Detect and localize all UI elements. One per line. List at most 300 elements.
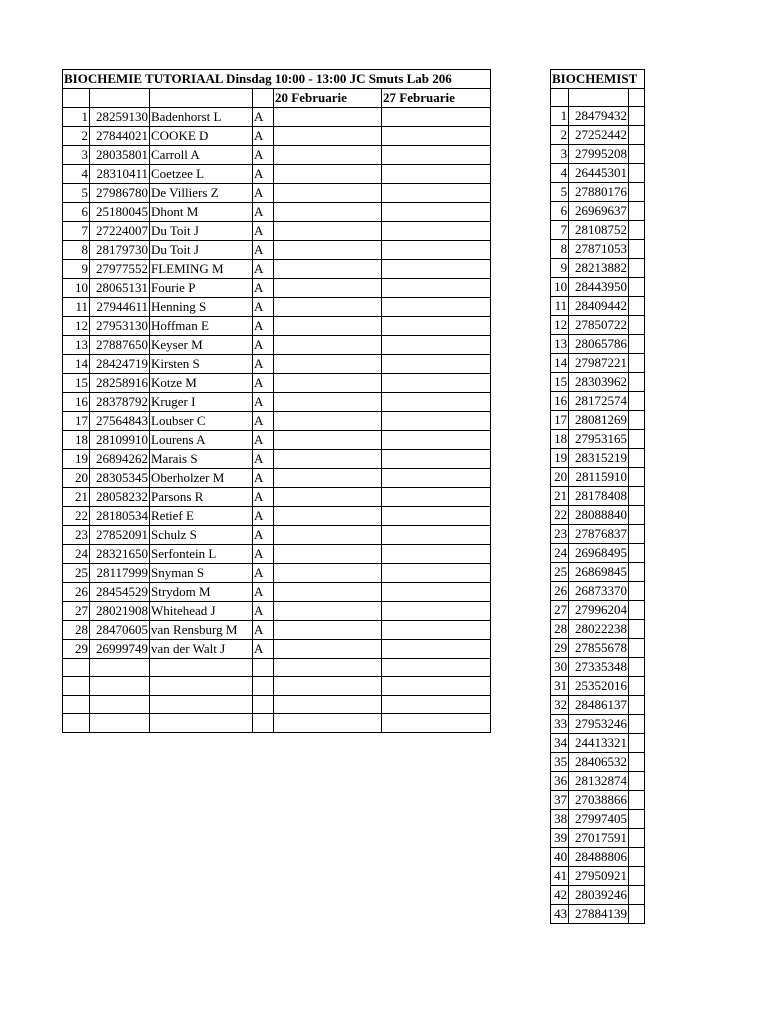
student-name (629, 867, 645, 886)
row-number: 4 (63, 165, 90, 184)
student-name: Strydom M (150, 583, 253, 602)
student-name (629, 221, 645, 240)
empty-cell (253, 695, 274, 713)
attendance-cell (274, 602, 382, 621)
empty-cell (150, 677, 253, 695)
student-name (629, 544, 645, 563)
student-name: Retief E (150, 507, 253, 526)
student-name: Lourens A (150, 431, 253, 450)
student-name (629, 810, 645, 829)
attendance-cell (382, 374, 491, 393)
student-name (629, 126, 645, 145)
row-number: 27 (551, 601, 569, 620)
row-number: 21 (551, 487, 569, 506)
student-number: 28409442 (569, 297, 629, 316)
group-code: A (253, 526, 274, 545)
attendance-cell (274, 621, 382, 640)
header-row (551, 89, 645, 107)
table-row (551, 867, 645, 886)
student-number: 27997405 (569, 810, 629, 829)
attendance-cell (382, 564, 491, 583)
student-number: 26999749 (90, 640, 150, 659)
header-row (63, 89, 491, 108)
attendance-sheet-group-a (62, 69, 491, 733)
student-number: 27887650 (90, 336, 150, 355)
student-name: Oberholzer M (150, 469, 253, 488)
table-row (63, 298, 491, 317)
table-row (551, 145, 645, 164)
student-number: 28406532 (569, 753, 629, 772)
row-number: 11 (551, 297, 569, 316)
group-code: A (253, 355, 274, 374)
table-row (551, 582, 645, 601)
table-row (551, 772, 645, 791)
attendance-sheet-partial (550, 69, 645, 949)
attendance-cell (382, 545, 491, 564)
student-number: 27996204 (569, 601, 629, 620)
group-code: A (253, 108, 274, 127)
student-name: Carroll A (150, 146, 253, 165)
student-number: 28213882 (569, 259, 629, 278)
student-name: van der Walt J (150, 640, 253, 659)
table-row (63, 393, 491, 412)
table-row (551, 354, 645, 373)
attendance-cell (274, 640, 382, 659)
table-row (63, 602, 491, 621)
student-name (629, 829, 645, 848)
row-number: 7 (63, 222, 90, 241)
attendance-cell (382, 108, 491, 127)
student-name (629, 449, 645, 468)
student-number: 28258916 (90, 374, 150, 393)
attendance-cell (274, 412, 382, 431)
row-number: 12 (551, 316, 569, 335)
attendance-cell (382, 146, 491, 165)
student-number: 28088840 (569, 506, 629, 525)
table-row (551, 506, 645, 525)
student-name (629, 658, 645, 677)
row-number: 27 (63, 602, 90, 621)
attendance-cell (382, 412, 491, 431)
student-name: Parsons R (150, 488, 253, 507)
empty-row (63, 659, 491, 677)
row-number: 28 (551, 620, 569, 639)
table-row (551, 316, 645, 335)
student-number: 28424719 (90, 355, 150, 374)
student-number: 26968495 (569, 544, 629, 563)
student-name (629, 886, 645, 905)
student-name: Hoffman E (150, 317, 253, 336)
student-name (629, 373, 645, 392)
student-name (629, 620, 645, 639)
group-code: A (253, 393, 274, 412)
student-name (629, 240, 645, 259)
empty-cell (150, 714, 253, 732)
student-number: 28109910 (90, 431, 150, 450)
empty-cell (90, 659, 150, 677)
attendance-cell (274, 488, 382, 507)
attendance-cell (274, 146, 382, 165)
empty-cell (253, 659, 274, 677)
empty-cell (63, 677, 90, 695)
row-number: 15 (551, 373, 569, 392)
student-name (629, 259, 645, 278)
attendance-cell (274, 431, 382, 450)
sheet-title-partial: BIOCHEMIST (551, 70, 645, 89)
row-number: 1 (63, 108, 90, 127)
row-number: 41 (551, 867, 569, 886)
table-row (551, 126, 645, 145)
student-name (629, 639, 645, 658)
row-number: 16 (551, 392, 569, 411)
row-number: 29 (63, 640, 90, 659)
row-number: 20 (63, 469, 90, 488)
student-number: 28081269 (569, 411, 629, 430)
table-row (63, 165, 491, 184)
student-number: 28065786 (569, 335, 629, 354)
student-number: 26894262 (90, 450, 150, 469)
table-row (551, 297, 645, 316)
row-number: 1 (551, 107, 569, 126)
attendance-cell (382, 279, 491, 298)
student-name (629, 525, 645, 544)
attendance-cell (274, 127, 382, 146)
student-number: 27950921 (569, 867, 629, 886)
row-number: 13 (63, 336, 90, 355)
student-number: 28115910 (569, 468, 629, 487)
attendance-cell (274, 507, 382, 526)
table-row (63, 279, 491, 298)
student-number: 28058232 (90, 488, 150, 507)
student-name: Fourie P (150, 279, 253, 298)
empty-cell (63, 659, 90, 677)
student-name: van Rensburg M (150, 621, 253, 640)
student-number: 28065131 (90, 279, 150, 298)
row-number: 28 (63, 621, 90, 640)
student-number: 27855678 (569, 639, 629, 658)
student-name: Marais S (150, 450, 253, 469)
table-row (551, 753, 645, 772)
student-name (629, 563, 645, 582)
attendance-cell (382, 431, 491, 450)
student-number: 26873370 (569, 582, 629, 601)
table-row (63, 222, 491, 241)
row-number: 5 (551, 183, 569, 202)
attendance-cell (274, 374, 382, 393)
row-number: 10 (63, 279, 90, 298)
table-row (63, 488, 491, 507)
attendance-cell (382, 450, 491, 469)
attendance-cell (382, 507, 491, 526)
table-row (551, 449, 645, 468)
table-row (551, 221, 645, 240)
student-name (629, 734, 645, 753)
student-number: 28378792 (90, 393, 150, 412)
student-name (629, 468, 645, 487)
student-number: 27850722 (569, 316, 629, 335)
table-row (551, 259, 645, 278)
empty-cell (253, 677, 274, 695)
student-name: Loubser C (150, 412, 253, 431)
row-number: 14 (551, 354, 569, 373)
attendance-cell (274, 393, 382, 412)
row-number: 17 (551, 411, 569, 430)
row-number: 32 (551, 696, 569, 715)
empty-cell (63, 695, 90, 713)
student-number: 26445301 (569, 164, 629, 183)
attendance-cell (382, 393, 491, 412)
attendance-cell (382, 127, 491, 146)
table-row (63, 108, 491, 127)
student-name: Keyser M (150, 336, 253, 355)
table-row (551, 696, 645, 715)
attendance-cell (274, 108, 382, 127)
date-header-2: 27 Februarie (382, 89, 491, 108)
group-code: A (253, 488, 274, 507)
attendance-cell (382, 317, 491, 336)
student-number: 28470605 (90, 621, 150, 640)
row-number: 10 (551, 278, 569, 297)
table-row (551, 183, 645, 202)
row-number: 6 (551, 202, 569, 221)
attendance-cell (382, 184, 491, 203)
empty-cell (274, 695, 382, 713)
student-name: Badenhorst L (150, 108, 253, 127)
row-number: 18 (551, 430, 569, 449)
row-number: 17 (63, 412, 90, 431)
student-number: 27953165 (569, 430, 629, 449)
row-number: 19 (551, 449, 569, 468)
group-code: A (253, 412, 274, 431)
table-row (551, 411, 645, 430)
student-name: Schulz S (150, 526, 253, 545)
group-code: A (253, 260, 274, 279)
student-name (629, 145, 645, 164)
row-number: 19 (63, 450, 90, 469)
row-number: 13 (551, 335, 569, 354)
student-name (629, 487, 645, 506)
student-number: 27017591 (569, 829, 629, 848)
row-number: 36 (551, 772, 569, 791)
attendance-cell (382, 469, 491, 488)
student-name: Serfontein L (150, 545, 253, 564)
student-number: 28117999 (90, 564, 150, 583)
row-number: 26 (551, 582, 569, 601)
student-number: 25180045 (90, 203, 150, 222)
student-number: 28180534 (90, 507, 150, 526)
table-row (63, 621, 491, 640)
row-number: 39 (551, 829, 569, 848)
student-name: Whitehead J (150, 602, 253, 621)
table-row (63, 469, 491, 488)
empty-row (63, 714, 491, 732)
attendance-cell (382, 621, 491, 640)
attendance-cell (382, 640, 491, 659)
row-number: 23 (551, 525, 569, 544)
student-number: 28108752 (569, 221, 629, 240)
group-code: A (253, 431, 274, 450)
row-number: 18 (63, 431, 90, 450)
sheet-title: BIOCHEMIE TUTORIAAL Dinsdag 10:00 - 13:00 JC Smuts Lab 206 (63, 70, 491, 89)
table-row (551, 164, 645, 183)
row-number: 23 (63, 526, 90, 545)
student-number: 28039246 (569, 886, 629, 905)
empty-row (63, 695, 491, 713)
student-number: 28321650 (90, 545, 150, 564)
row-number: 6 (63, 203, 90, 222)
table-row (551, 544, 645, 563)
student-number: 26969637 (569, 202, 629, 221)
group-code: A (253, 469, 274, 488)
table-row (551, 677, 645, 696)
student-number: 27884139 (569, 905, 629, 924)
attendance-cell (274, 450, 382, 469)
student-name (629, 297, 645, 316)
student-number: 26869845 (569, 563, 629, 582)
table-row (551, 734, 645, 753)
row-number: 37 (551, 791, 569, 810)
row-number: 25 (63, 564, 90, 583)
row-number: 30 (551, 658, 569, 677)
table-row (63, 545, 491, 564)
row-number: 2 (63, 127, 90, 146)
table-row (63, 412, 491, 431)
student-number: 28132874 (569, 772, 629, 791)
student-number: 27038866 (569, 791, 629, 810)
student-name: Kotze M (150, 374, 253, 393)
empty-cell (90, 695, 150, 713)
row-number: 35 (551, 753, 569, 772)
attendance-cell (382, 222, 491, 241)
empty-cell (150, 695, 253, 713)
row-number: 8 (63, 241, 90, 260)
row-number: 24 (551, 544, 569, 563)
row-number: 3 (63, 146, 90, 165)
table-row (551, 430, 645, 449)
table-row (551, 620, 645, 639)
student-name (629, 848, 645, 867)
student-name (629, 506, 645, 525)
student-name (629, 164, 645, 183)
student-name (629, 278, 645, 297)
student-number: 27880176 (569, 183, 629, 202)
row-number: 5 (63, 184, 90, 203)
attendance-cell (274, 279, 382, 298)
group-code: A (253, 241, 274, 260)
student-number: 27335348 (569, 658, 629, 677)
student-number: 27564843 (90, 412, 150, 431)
table-row (63, 507, 491, 526)
row-number: 12 (63, 317, 90, 336)
row-number: 31 (551, 677, 569, 696)
table-row (63, 450, 491, 469)
student-number: 24413321 (569, 734, 629, 753)
student-name: Coetzee L (150, 165, 253, 184)
empty-cell (274, 714, 382, 732)
group-code: A (253, 583, 274, 602)
table-row (63, 146, 491, 165)
row-number: 26 (63, 583, 90, 602)
student-number: 28443950 (569, 278, 629, 297)
student-number: 27987221 (569, 354, 629, 373)
attendance-cell (382, 241, 491, 260)
attendance-cell (274, 298, 382, 317)
student-name (629, 107, 645, 126)
empty-cell (90, 714, 150, 732)
row-number: 22 (63, 507, 90, 526)
student-name (629, 411, 645, 430)
row-number: 16 (63, 393, 90, 412)
table-row (551, 278, 645, 297)
student-name (629, 601, 645, 620)
student-number: 27944611 (90, 298, 150, 317)
table-row (551, 848, 645, 867)
student-name (629, 772, 645, 791)
attendance-cell (382, 355, 491, 374)
student-name: Du Toit J (150, 241, 253, 260)
student-name (629, 905, 645, 924)
group-code: A (253, 317, 274, 336)
table-row (63, 564, 491, 583)
table-row (551, 639, 645, 658)
table-row (63, 336, 491, 355)
group-code: A (253, 165, 274, 184)
attendance-cell (274, 583, 382, 602)
student-name: FLEMING M (150, 260, 253, 279)
empty-cell (382, 695, 491, 713)
row-number: 2 (551, 126, 569, 145)
student-number: 28022238 (569, 620, 629, 639)
attendance-cell (274, 184, 382, 203)
student-number: 28035801 (90, 146, 150, 165)
table-row (551, 601, 645, 620)
student-number: 28021908 (90, 602, 150, 621)
student-name (629, 202, 645, 221)
attendance-cell (382, 298, 491, 317)
student-name (629, 753, 645, 772)
student-number: 27871053 (569, 240, 629, 259)
student-name (629, 354, 645, 373)
table-row (551, 392, 645, 411)
group-code: A (253, 146, 274, 165)
student-name (629, 430, 645, 449)
student-name: De Villiers Z (150, 184, 253, 203)
row-number: 22 (551, 506, 569, 525)
student-number: 27986780 (90, 184, 150, 203)
student-number: 27953130 (90, 317, 150, 336)
table-row (63, 317, 491, 336)
student-name (629, 335, 645, 354)
student-number: 28479432 (569, 107, 629, 126)
group-code: A (253, 621, 274, 640)
group-code: A (253, 602, 274, 621)
group-code: A (253, 336, 274, 355)
table-row (551, 487, 645, 506)
attendance-cell (382, 526, 491, 545)
group-code: A (253, 222, 274, 241)
table-row (551, 240, 645, 259)
date-header-1: 20 Februarie (274, 89, 382, 108)
empty-cell (150, 659, 253, 677)
title-row (63, 70, 491, 89)
empty-cell (274, 659, 382, 677)
table-row (551, 202, 645, 221)
student-number: 28259130 (90, 108, 150, 127)
row-number: 40 (551, 848, 569, 867)
table-row (551, 525, 645, 544)
attendance-cell (274, 203, 382, 222)
row-number: 11 (63, 298, 90, 317)
